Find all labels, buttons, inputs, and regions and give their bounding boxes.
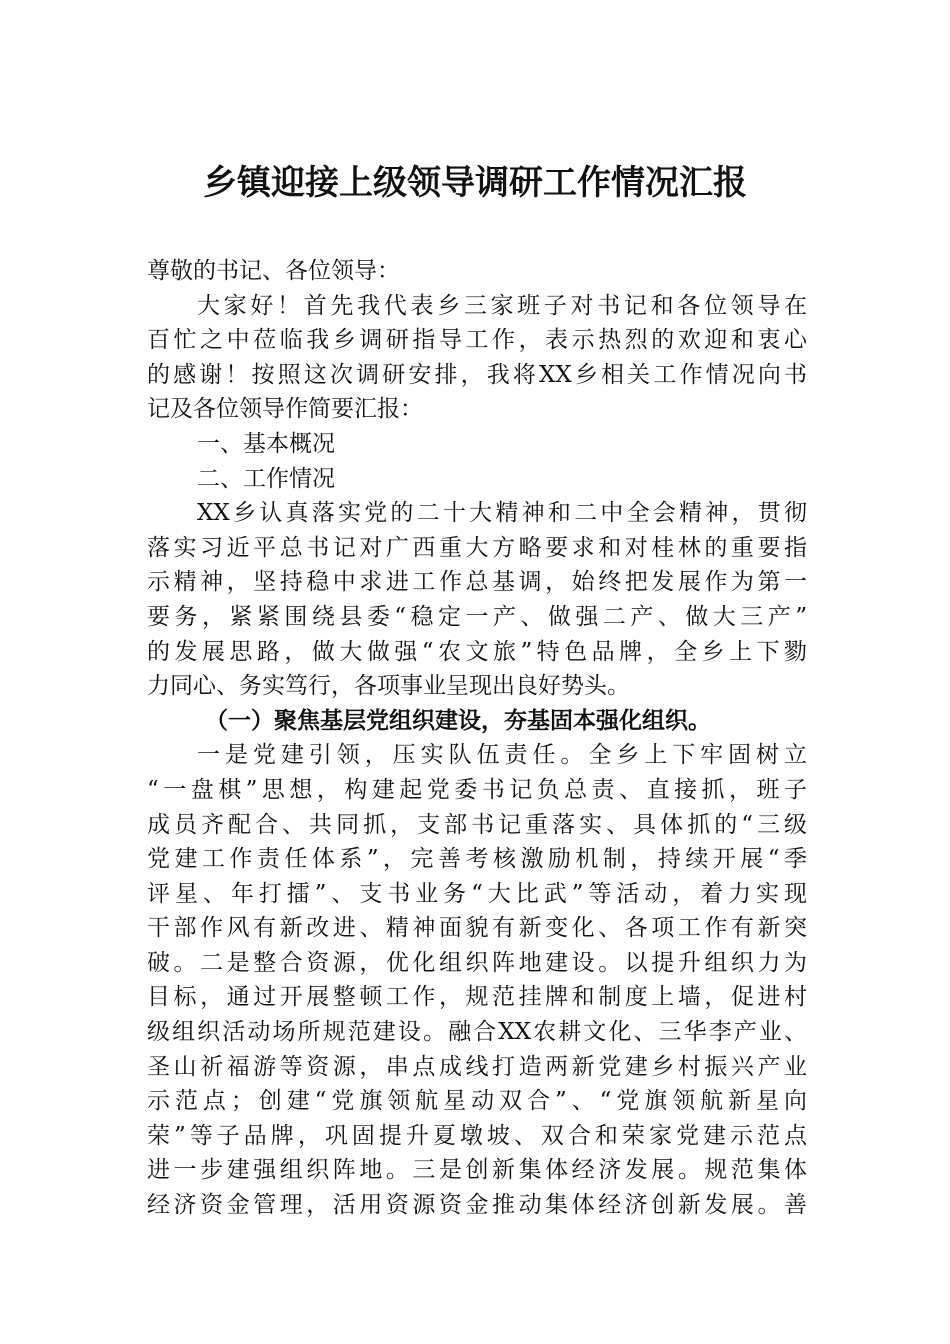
section-heading: 一、基本概况 <box>197 430 335 457</box>
section-heading: 二、工作情况 <box>197 465 335 492</box>
paragraph-line: 的发展思路，做大做强“农文旅”特色品牌，全乡上下勠 <box>147 638 807 665</box>
paragraph-line: “一盘棋”思想，构建起党委书记负总责、直接抓，班子 <box>147 776 807 803</box>
paragraph-line: 荣”等子品牌，巩固提升夏墩坡、双合和荣家党建示范点 <box>147 1122 807 1149</box>
paragraph-line: 破。二是整合资源，优化组织阵地建设。以提升组织力为 <box>147 949 807 976</box>
paragraph-line: XX乡认真落实党的二十大精神和二中全会精神，贯彻 <box>197 500 807 527</box>
paragraph-line: 评星、年打擂”、支书业务“大比武”等活动，着力实现 <box>147 880 807 907</box>
paragraph-line: 大家好！首先我代表乡三家班子对书记和各位领导在 <box>197 292 807 319</box>
paragraph-line: 示范点；创建“党旗领航星动双合”、“党旗领航新星向 <box>147 1088 807 1115</box>
paragraph-line: 进一步建强组织阵地。三是创新集体经济发展。规范集体 <box>147 1157 807 1184</box>
document-body <box>147 254 807 1223</box>
document-title: 乡镇迎接上级领导调研工作情况汇报 <box>203 163 747 203</box>
paragraph-line: 一是党建引领，压实队伍责任。全乡上下牢固树立 <box>197 742 807 769</box>
paragraph-line: 百忙之中莅临我乡调研指导工作，表示热烈的欢迎和衷心 <box>147 327 807 354</box>
paragraph-line: 目标，通过开展整顿工作，规范挂牌和制度上墙，促进村 <box>147 984 807 1011</box>
paragraph-line: 成员齐配合、共同抓，支部书记重落实、具体抓的“三级 <box>147 811 807 838</box>
salutation: 尊敬的书记、各位领导： <box>147 258 400 284</box>
paragraph-line: 记及各位领导作简要汇报： <box>147 396 423 423</box>
paragraph-line: 要务，紧紧围绕县委“稳定一产、做强二产、做大三产” <box>147 603 807 630</box>
paragraph-line: 经济资金管理，活用资源资金推动集体经济创新发展。善 <box>147 1192 807 1219</box>
paragraph-line: 的感谢！按照这次调研安排，我将XX乡相关工作情况向书 <box>147 361 807 388</box>
paragraph-line: 党建工作责任体系”，完善考核激励机制，持续开展“季 <box>147 846 807 873</box>
paragraph-line: 落实习近平总书记对广西重大方略要求和对桂林的重要指 <box>147 534 807 561</box>
paragraph-line: 力同心、务实笃行，各项事业呈现出良好势头。 <box>147 673 630 700</box>
paragraph-line: 圣山祈福游等资源，串点成线打造两新党建乡村振兴产业 <box>147 1053 807 1080</box>
subsection-heading: （一）聚焦基层党组织建设，夯基固本强化组织。 <box>205 706 711 734</box>
paragraph-line: 干部作风有新改进、精神面貌有新变化、各项工作有新突 <box>147 915 807 942</box>
paragraph-line: 示精神，坚持稳中求进工作总基调，始终把发展作为第一 <box>147 569 807 596</box>
paragraph-line: 级组织活动场所规范建设。融合XX农耕文化、三华李产业、 <box>147 1019 807 1046</box>
